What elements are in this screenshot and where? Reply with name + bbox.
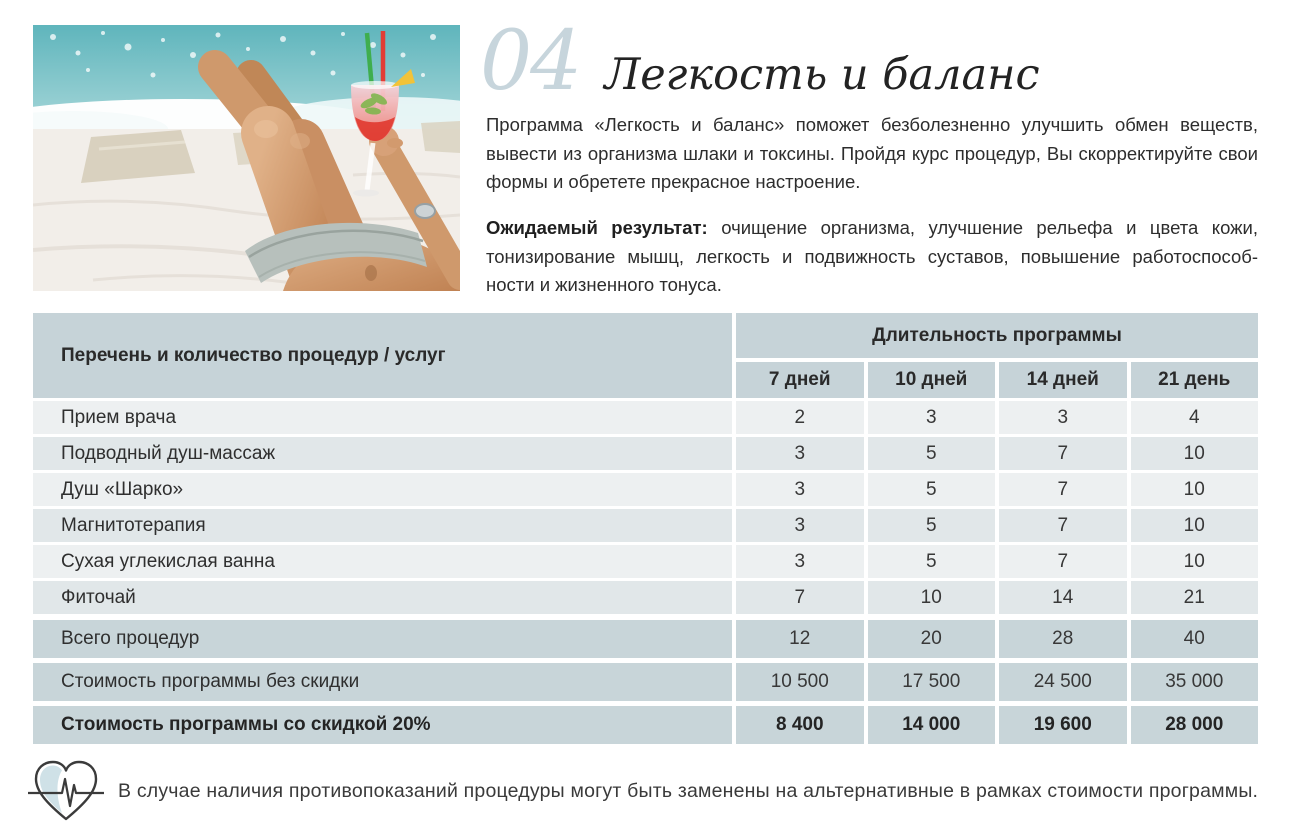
cell-value: 5 [868, 473, 996, 506]
cell-value: 10 [868, 581, 996, 614]
cell-value: 7 [999, 437, 1127, 470]
procedure-name: Душ «Шарко» [33, 473, 732, 506]
cell-value: 14 [999, 581, 1127, 614]
summary-label: Стоимость программы со скидкой 20% [33, 706, 732, 744]
table-row [33, 509, 1258, 542]
duration-col-7days: 7 дней [736, 362, 864, 398]
cell-value: 28 [999, 620, 1127, 658]
cell-value: 28 000 [1131, 706, 1259, 744]
cell-value: 14 000 [868, 706, 996, 744]
table-row [33, 437, 1258, 470]
duration-col-21days: 21 день [1131, 362, 1259, 398]
cell-value: 8 400 [736, 706, 864, 744]
cell-value: 7 [999, 545, 1127, 578]
intro-line: Программа «Легкость и баланс» поможет безболезненно улучшить обмен веществ, [486, 114, 1258, 135]
program-price-table [33, 313, 1258, 744]
section-title [480, 14, 1040, 109]
total-procedures-row [33, 620, 1258, 658]
duration-col-14days: 14 дней [999, 362, 1127, 398]
procedure-name: Подводный душ-массаж [33, 437, 732, 470]
cell-value: 5 [868, 437, 996, 470]
table-row [33, 545, 1258, 578]
cell-value: 3 [736, 437, 864, 470]
table-header [33, 313, 1258, 398]
intro-line: вывести из организма шлаки и токсины. Пройдя курс процедур, Вы скорректируйте свои [486, 142, 1258, 164]
cell-value: 5 [868, 545, 996, 578]
expected-line: Ожидаемый результат: очищение организма, улучшение рельефа и цвета кожи, [486, 217, 1258, 238]
procedure-name: Фиточай [33, 581, 732, 614]
intro-paragraph [486, 111, 1258, 197]
hero-photo [33, 25, 460, 291]
cell-value: 20 [868, 620, 996, 658]
cell-value: 35 000 [1131, 663, 1259, 701]
summary-label: Стоимость программы без скидки [33, 663, 732, 701]
cell-value: 3 [736, 509, 864, 542]
cell-value: 5 [868, 509, 996, 542]
procedure-name: Прием врача [33, 401, 732, 434]
table-row [33, 473, 1258, 506]
cell-value: 7 [999, 473, 1127, 506]
cell-value: 7 [999, 509, 1127, 542]
navel [365, 265, 377, 281]
hero-photo-illustration [33, 25, 460, 291]
summary-label: Всего процедур [33, 620, 732, 658]
expected-line: тонизирование мышц, легкость и подвижность суставов, повышение работоспособ- [486, 245, 1258, 267]
cell-value: 21 [1131, 581, 1259, 614]
intro-line: формы и обретете прекрасное настроение. [486, 171, 861, 193]
cell-value: 12 [736, 620, 864, 658]
footer-note: В случае наличия противопоказаний процедуры могут быть заменены на альтернативные в рамках стоимости программы. [118, 779, 1259, 802]
cell-value: 10 [1131, 437, 1259, 470]
wristwatch [415, 204, 435, 218]
cell-value: 3 [736, 473, 864, 506]
cell-value: 17 500 [868, 663, 996, 701]
discount-price-row [33, 706, 1258, 744]
page-title: Легкость и баланс [604, 50, 1040, 100]
cell-value: 10 [1131, 473, 1259, 506]
cell-value: 4 [1131, 401, 1259, 434]
section-number: 04 [480, 14, 581, 109]
heart-pulse-icon [28, 753, 104, 829]
table-row [33, 581, 1258, 614]
table-row [33, 401, 1258, 434]
duration-header: Длительность программы [736, 313, 1258, 358]
cell-value: 3 [736, 545, 864, 578]
procedure-name: Сухая углекислая ванна [33, 545, 732, 578]
footer-note-row [28, 753, 1268, 829]
expected-result-label: Ожидаемый результат: [486, 217, 708, 238]
cell-value: 3 [868, 401, 996, 434]
procedure-name: Магнитотерапия [33, 509, 732, 542]
expected-line: ности и жизненного тонуса. [486, 274, 722, 296]
expected-result-paragraph [486, 214, 1258, 300]
cell-value: 3 [999, 401, 1127, 434]
cell-value: 40 [1131, 620, 1259, 658]
cell-value: 10 [1131, 545, 1259, 578]
cell-value: 24 500 [999, 663, 1127, 701]
duration-col-10days: 10 дней [868, 362, 996, 398]
price-row [33, 663, 1258, 701]
cell-value: 2 [736, 401, 864, 434]
cell-value: 7 [736, 581, 864, 614]
cell-value: 10 [1131, 509, 1259, 542]
procedures-column-header: Перечень и количество процедур / услуг [33, 313, 732, 398]
cell-value: 19 600 [999, 706, 1127, 744]
cell-value: 10 500 [736, 663, 864, 701]
